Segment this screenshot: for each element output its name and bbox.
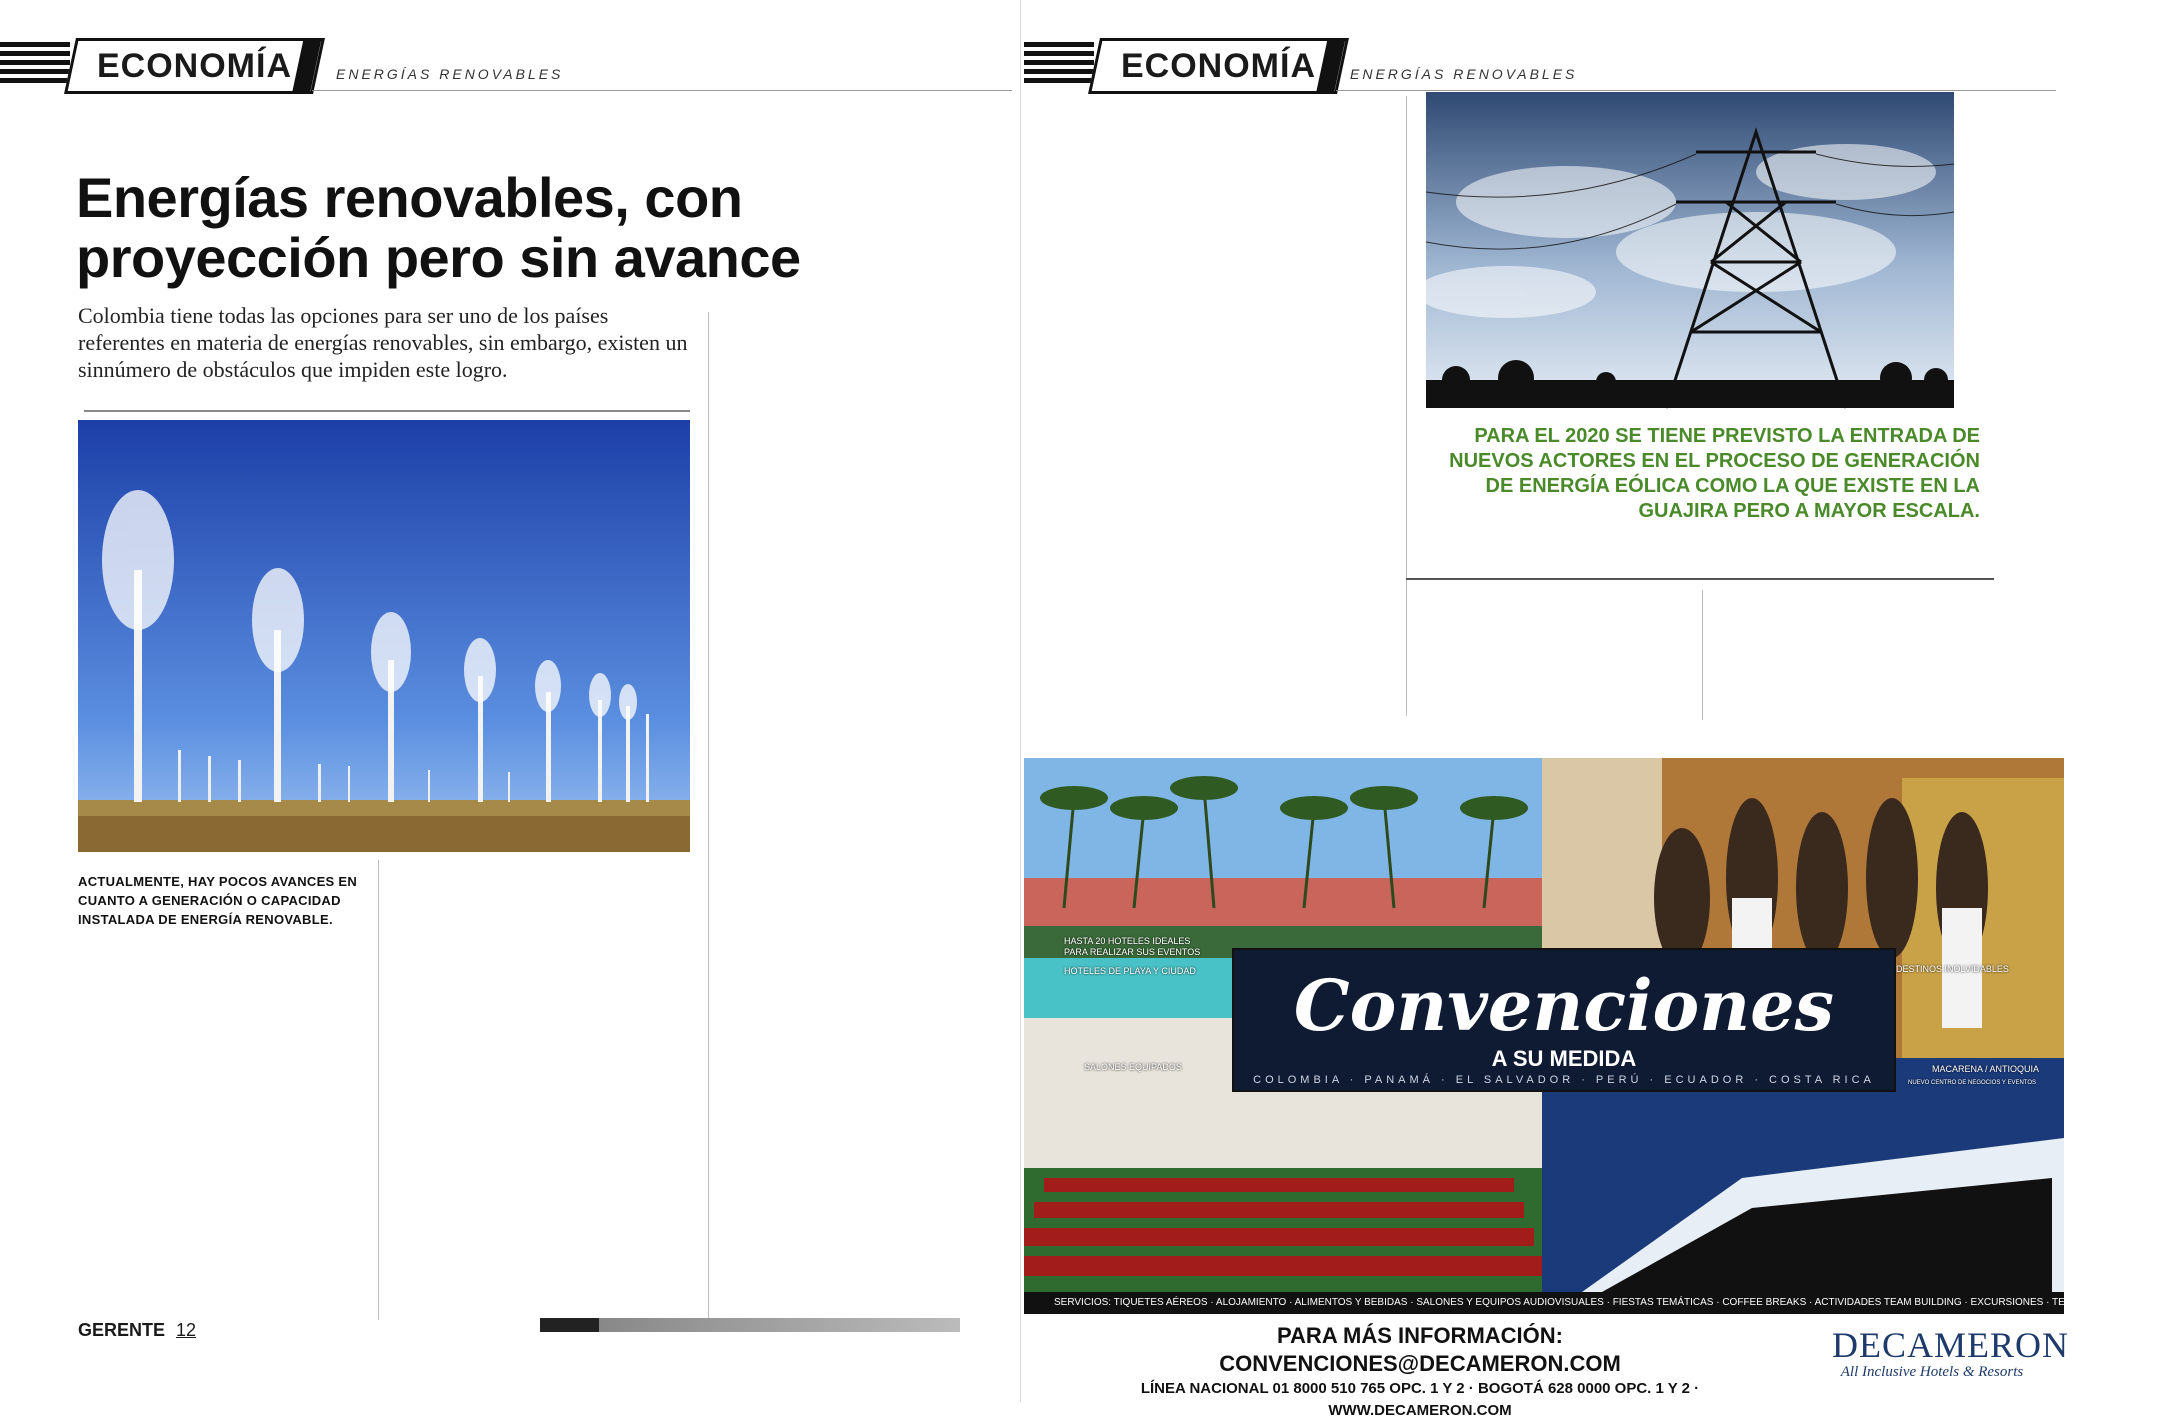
article-kicker: ACTUALMENTE, HAY POCOS AVANCES EN CUANTO A GENERACIÓN O CAPACIDAD INSTALADA DE ENERGÍA RENOVABLE. [78,874,358,927]
header-rule [312,90,1012,91]
ad-banner [1232,948,1896,1092]
footer-bar [540,1318,960,1332]
macarena-building-photo [1542,1058,2064,1292]
column-rule [1406,96,1407,716]
ad-tag-macarena: MACARENA / ANTIOQUIA [1932,1064,2040,1074]
pull-quote: PARA EL 2020 SE TIENE PREVISTO LA ENTRADA DE NUEVOS ACTORES EN EL PROCESO DE GENERACIÓN DE ENERGÍA EÓLICA COMO LA QUE EXISTE EN LA GUAJIRA PERO A MAYOR ESCALA. [1449,425,1980,522]
brand-tagline: All Inclusive Hotels & Resorts [1840,1364,2024,1380]
ad-info-line1: PARA MÁS INFORMACIÓN: CONVENCIONES@DECAMERON.COM [1219,1323,1621,1376]
section-header [1024,38,2064,94]
wind-farm-photo [78,420,690,852]
power-tower-photo [1426,92,1954,408]
ad-subheadline: A SU MEDIDA [1491,1046,1637,1071]
article-title: Energías renovables, con proyección pero sin avance [76,166,801,289]
header-stripes [0,42,70,86]
ad-tag-beach: HOTELES DE PLAYA Y CIUDAD [1064,966,1196,976]
ad-tag-macarena-sub: NUEVO CENTRO DE NEGOCIOS Y EVENTOS [1908,1080,2037,1086]
ad-countries: COLOMBIA · PANAMÁ · EL SALVADOR · PERÚ · ECUADOR · COSTA RICA [1253,1074,1875,1086]
header-rule [1336,90,2056,91]
ad-info-line2: LÍNEA NACIONAL 01 8000 510 765 OPC. 1 Y 2 · BOGOTÁ 628 0000 OPC. 1 Y 2 · WWW.DECAMERON.COM [1140,1380,1700,1419]
ad-tag-destinations: DESTINOS INOLVIDABLES [1896,964,2009,974]
section-label: ECONOMÍA [1088,38,1349,94]
decameron-logo [1832,1325,2070,1381]
article-lead: Colombia tiene todas las opciones para ser uno de los países referentes en materia de energías renovables, sin embargo, existen un sinnúmero de obstáculos que impiden este logro. [78,303,688,382]
brand-name: DECAMERON [1832,1325,2070,1365]
section-header [0,38,1020,94]
page-number: 12 [176,1320,197,1340]
page-footer [78,1320,196,1341]
lead-rule [84,410,690,412]
ad-contact-info [1100,1322,1740,1422]
right-page [1024,0,2170,1419]
column-rule [708,312,709,1320]
ad-tag-halls: SALONES EQUIPADOS [1084,1062,1182,1072]
column-rule [1702,590,1703,720]
magazine-name: GERENTE [78,1320,166,1340]
pullquote-rule [1406,578,1994,580]
ad-tag-hotels: HASTA 20 HOTELES IDEALES PARA REALIZAR SUS EVENTOS [1064,936,1201,957]
decameron-ad [1024,758,2170,1419]
header-stripes [1024,42,1094,86]
left-page [0,0,1021,1402]
column-rule [378,860,379,1320]
subsection-label: ENERGÍAS RENOVABLES [1350,66,1578,82]
ad-services: SERVICIOS: TIQUETES AÉREOS · ALOJAMIENTO · ALIMENTOS Y BEBIDAS · SALONES Y EQUIPOS AUDIOVISUALES · FIESTAS TEMÁTICAS · COFFEE BREAKS · ACTIVIDADES TEAM BUILDING · EXCURSIONES · TECNOLOGÍA DE PUNTA [1024,1292,2064,1314]
section-label: ECONOMÍA [64,38,325,94]
ad-headline: Convenciones [1293,964,1835,1047]
subsection-label: ENERGÍAS RENOVABLES [336,66,564,82]
